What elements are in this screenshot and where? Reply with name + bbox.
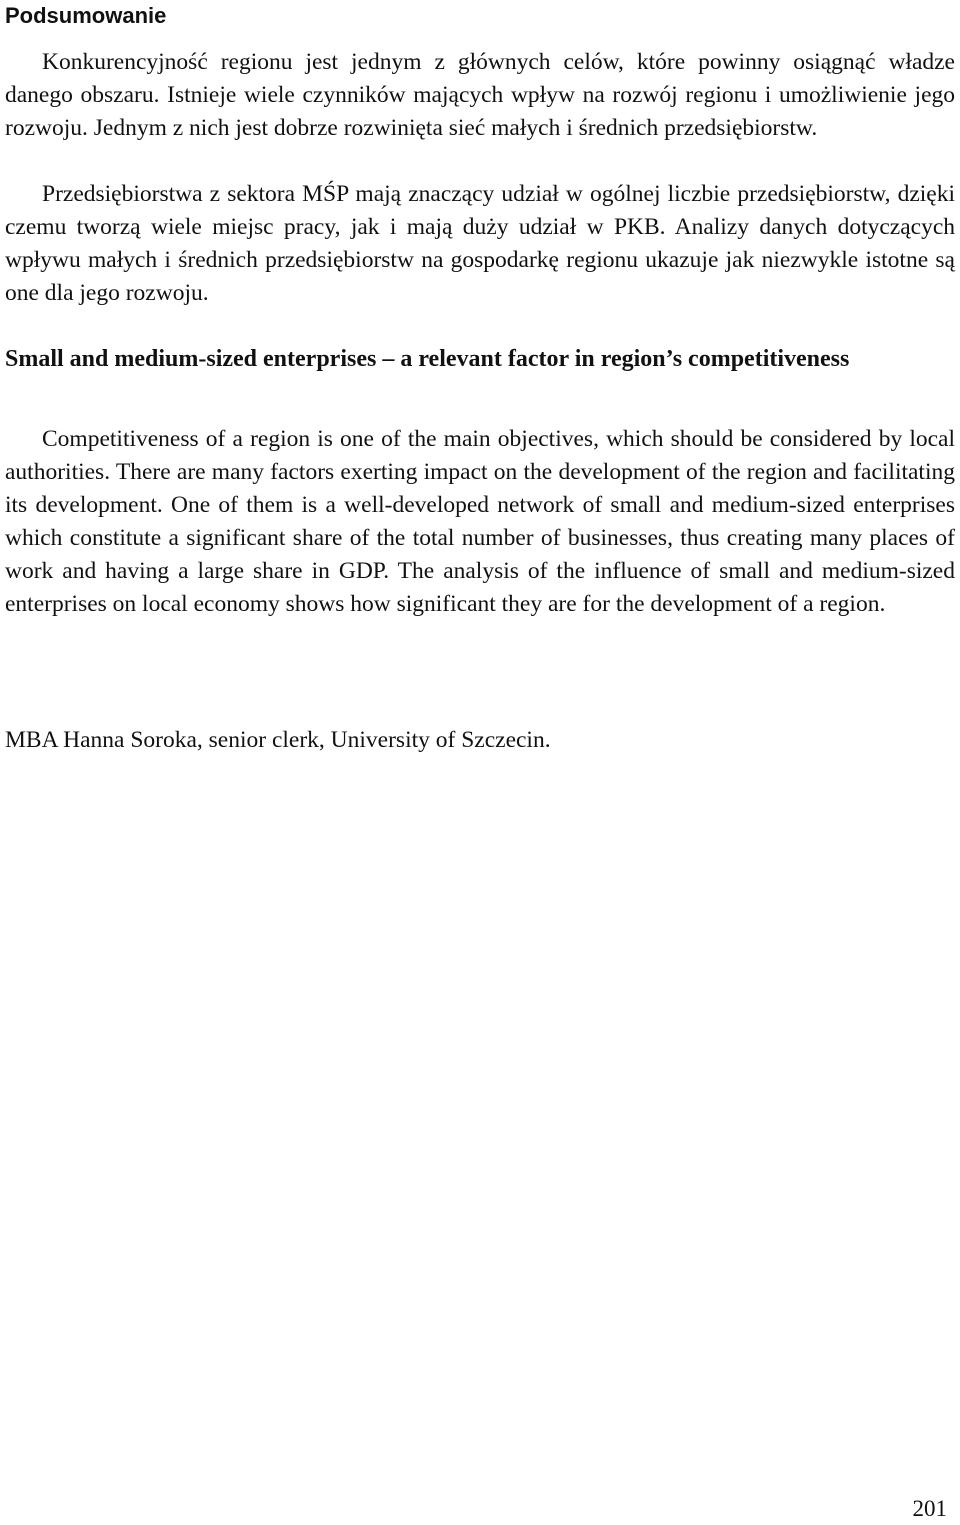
summary-en-paragraph: Competitiveness of a region is one of the main objectives, which should be considered by local authorities. There are many factors exerting impact on the development of the region and facilitating its development. One of them is a well-developed network of small and medium-sized enterprises which constitute a significant share of the total number of businesses, thus creating many places of work and having a large share in GDP. The analysis of the influence of small and medium-sized enterprises on local economy shows how significant they are for the development of a region. — [5, 426, 955, 617]
summary-pl-heading: Podsumowanie — [5, 3, 167, 28]
page-number: 201 — [912, 1496, 947, 1521]
summary-pl-paragraph-2: Przedsiębiorstwa z sektora MŚP mają znaczący udział w ogólnej liczbie przedsiębiorstw, dzięki czemu tworzą wiele miejsc pracy, jak i mają duży udział w PKB. Analizy danych dotyczących wpływu małych i średnich przedsiębiorstw na gospodarkę regionu ukazuje jak niezwykle istotne są one dla jego rozwoju. — [5, 181, 955, 306]
summary-en-heading: Small and medium-sized enterprises – a relevant factor in region’s competitiveness — [5, 346, 850, 372]
author-note: MBA Hanna Soroka, senior clerk, University of Szczecin. — [5, 727, 551, 753]
summary-pl-paragraph-1: Konkurencyjność regionu jest jednym z głównych celów, które powinny osiągnąć władze danego obszaru. Istnieje wiele czynników mających wpływ na rozwój regionu i umożliwienie jego rozwoju. Jednym z nich jest dobrze rozwinięta sieć małych i średnich przedsiębiorstw. — [5, 49, 955, 141]
